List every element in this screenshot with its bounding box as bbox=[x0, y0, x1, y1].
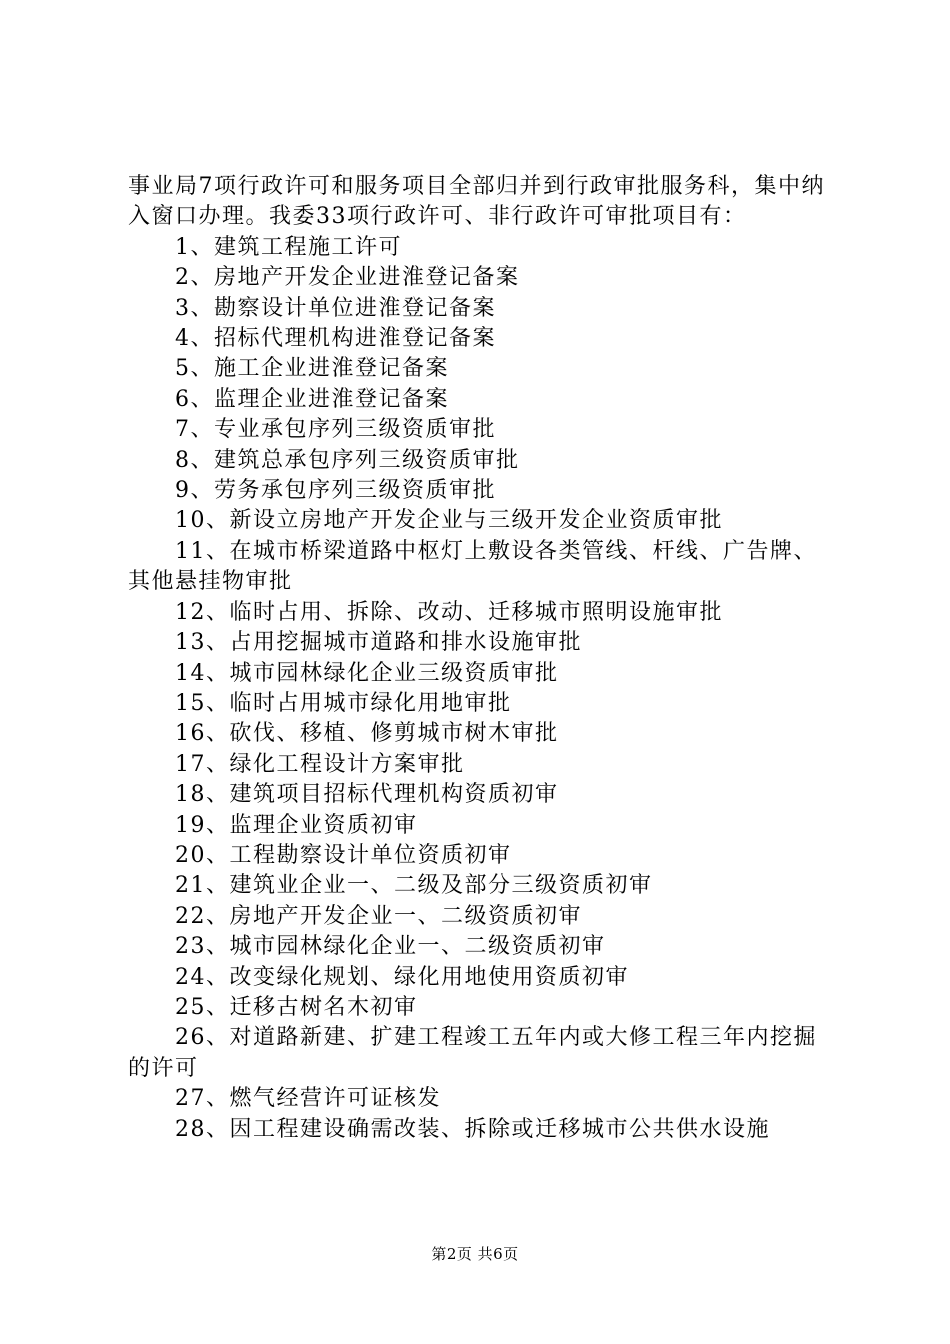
list-item: 11、在城市桥梁道路中枢灯上敷设各类管线、杆线、广告牌、其他悬挂物审批 bbox=[128, 538, 817, 595]
list-item: 16、砍伐、移植、修剪城市树木审批 bbox=[175, 721, 559, 747]
document-body bbox=[128, 172, 833, 1145]
list-item: 3、勘察设计单位进淮登记备案 bbox=[175, 295, 496, 321]
list-item: 22、房地产开发企业一、二级资质初审 bbox=[175, 903, 582, 929]
list-item: 27、燃气经营许可证核发 bbox=[175, 1086, 441, 1112]
list-item: 4、招标代理机构进淮登记备案 bbox=[175, 326, 496, 352]
list-item: 14、城市园林绿化企业三级资质审批 bbox=[175, 660, 559, 686]
list-item: 2、房地产开发企业进淮登记备案 bbox=[175, 265, 520, 291]
list-item: 10、新设立房地产开发企业与三级开发企业资质审批 bbox=[175, 508, 723, 534]
list-item: 25、迁移古树名木初审 bbox=[175, 994, 418, 1020]
list-item: 23、城市园林绿化企业一、二级资质初审 bbox=[175, 934, 606, 960]
page-footer: 第2页 共6页 bbox=[431, 1245, 519, 1263]
list-item: 20、工程勘察设计单位资质初审 bbox=[175, 842, 512, 868]
list-item: 18、建筑项目招标代理机构资质初审 bbox=[175, 782, 559, 808]
list-item: 8、建筑总承包序列三级资质审批 bbox=[175, 447, 520, 473]
list-item: 13、占用挖掘城市道路和排水设施审批 bbox=[175, 630, 582, 656]
list-item: 12、临时占用、拆除、改动、迁移城市照明设施审批 bbox=[175, 599, 723, 625]
intro-paragraph: 事业局7项行政许可和服务项目全部归并到行政审批服务科，集中纳入窗口办理。我委33项行政许可、非行政许可审批项目有： bbox=[128, 174, 825, 230]
list-item: 15、临时占用城市绿化用地审批 bbox=[175, 690, 512, 716]
list-item: 21、建筑业企业一、二级及部分三级资质初审 bbox=[175, 873, 653, 899]
list-item: 28、因工程建设确需改装、拆除或迁移城市公共供水设施 bbox=[175, 1116, 770, 1142]
list-item: 24、改变绿化规划、绿化用地使用资质初审 bbox=[175, 964, 629, 990]
list-item: 17、绿化工程设计方案审批 bbox=[175, 751, 465, 777]
list-item: 5、施工企业进淮登记备案 bbox=[175, 356, 449, 382]
list-item: 7、专业承包序列三级资质审批 bbox=[175, 417, 496, 443]
list-item: 19、监理企业资质初审 bbox=[175, 812, 418, 838]
list-item: 6、监理企业进淮登记备案 bbox=[175, 386, 449, 412]
list-item: 9、劳务承包序列三级资质审批 bbox=[175, 478, 496, 504]
list-item: 26、对道路新建、扩建工程竣工五年内或大修工程三年内挖掘的许可 bbox=[128, 1025, 817, 1081]
list-item: 1、建筑工程施工许可 bbox=[175, 234, 402, 260]
